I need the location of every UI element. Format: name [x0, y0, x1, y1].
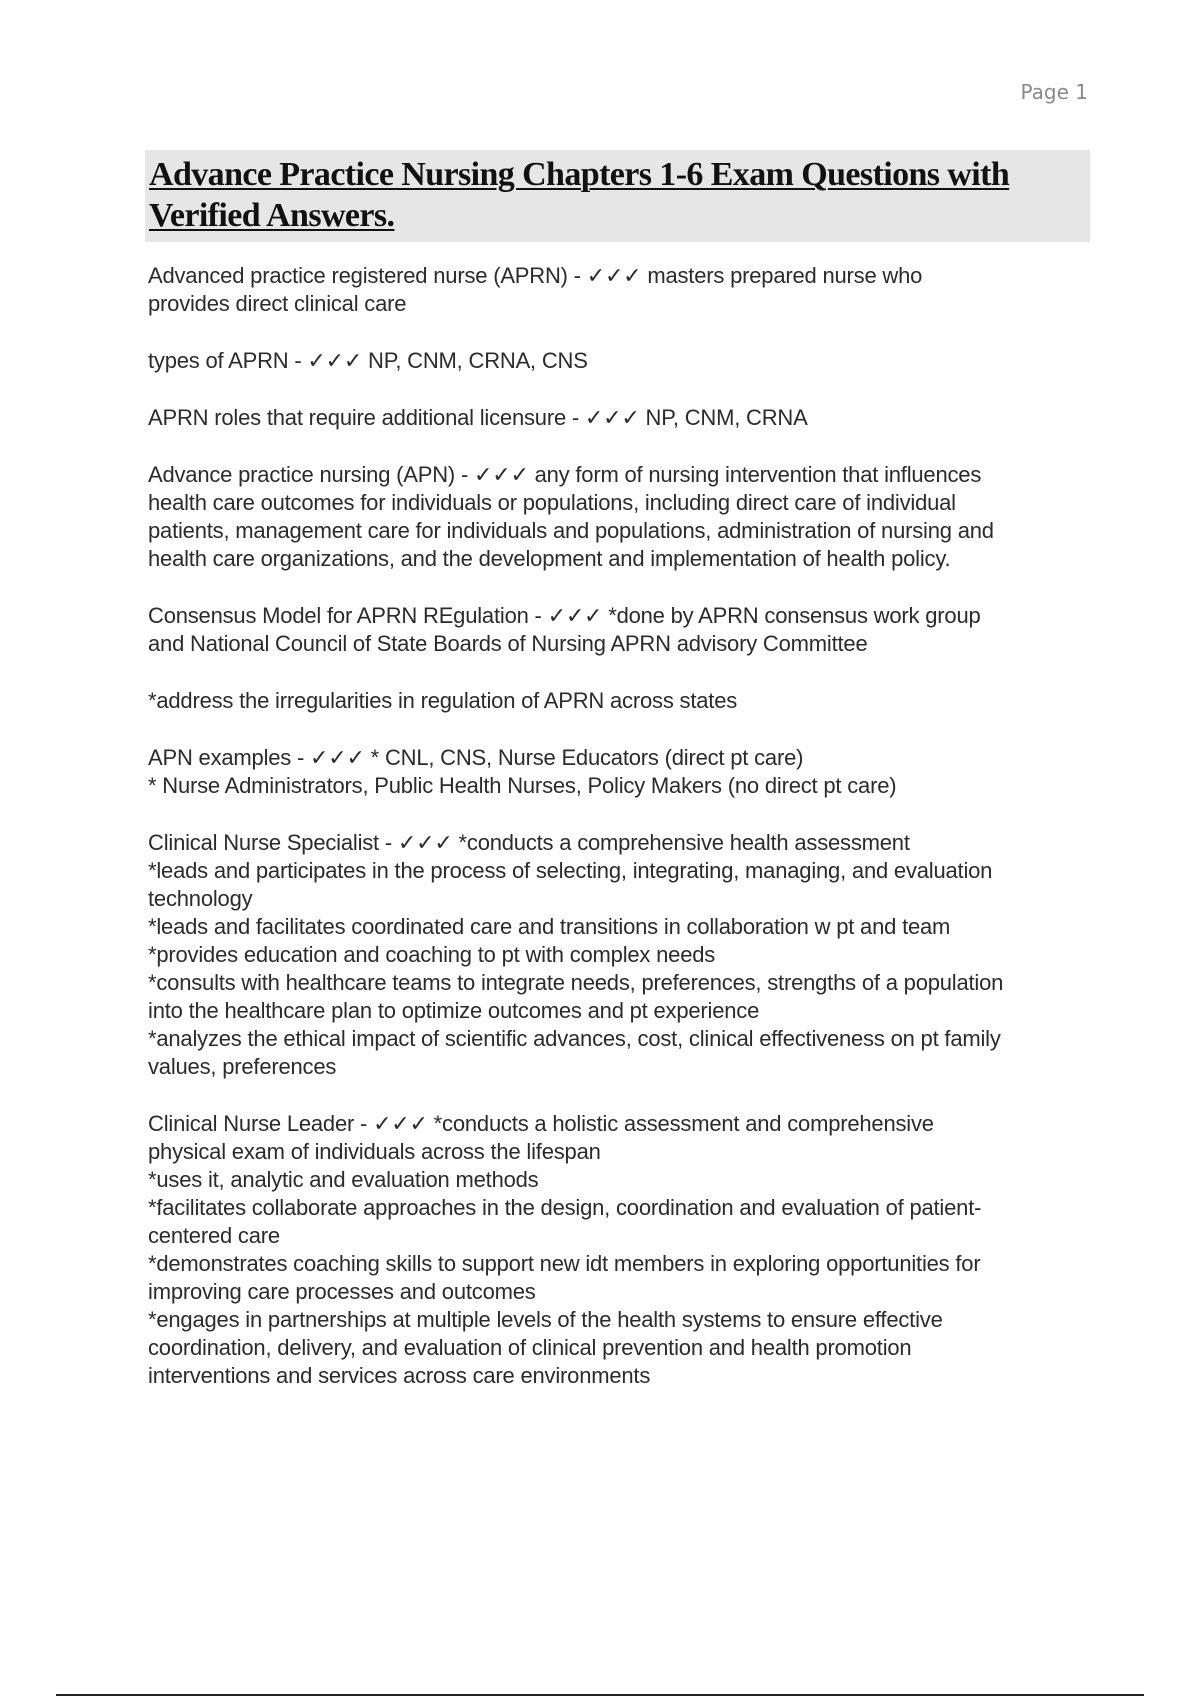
- entry-line: Advance practice nursing (APN) - ✓✓✓ any form of nursing intervention that influences: [148, 462, 982, 487]
- entry-aprn-definition: [148, 262, 1093, 318]
- entry-aprn-licensure: [148, 404, 1093, 432]
- document-title-block: [145, 150, 1090, 242]
- entry-line: Consensus Model for APRN REgulation - ✓✓✓ *done by APRN consensus work group: [148, 603, 981, 628]
- entry-line: patients, management care for individuals and populations, administration of nursing and: [148, 518, 994, 543]
- entry-line: health care organizations, and the development and implementation of health policy.: [148, 546, 951, 571]
- entry-line: coordination, delivery, and evaluation of clinical prevention and health promotion: [148, 1335, 912, 1360]
- entry-line: Clinical Nurse Specialist - ✓✓✓ *conducts a comprehensive health assessment: [148, 830, 910, 855]
- entry-line: interventions and services across care environments: [148, 1363, 651, 1388]
- entry-line: *engages in partnerships at multiple levels of the health systems to ensure effective: [148, 1307, 943, 1332]
- entry-line: *facilitates collaborate approaches in the design, coordination and evaluation of patient-: [148, 1195, 982, 1220]
- entry-line: APRN roles that require additional licensure - ✓✓✓ NP, CNM, CRNA: [148, 405, 808, 430]
- entry-line: *demonstrates coaching skills to support new idt members in exploring opportunities for: [148, 1251, 981, 1276]
- entry-line: *consults with healthcare teams to integrate needs, preferences, strengths of a population: [148, 970, 1004, 995]
- entry-apn-examples: [148, 744, 1093, 800]
- entry-aprn-types: [148, 347, 1093, 375]
- entry-line: *analyzes the ethical impact of scientific advances, cost, clinical effectiveness on pt family: [148, 1026, 1001, 1051]
- page-bottom-rule: [56, 1694, 1144, 1696]
- entry-line: *leads and participates in the process of selecting, integrating, managing, and evaluation: [148, 858, 993, 883]
- entry-line: values, preferences: [148, 1054, 337, 1079]
- entry-line: centered care: [148, 1223, 280, 1248]
- entry-line: *leads and facilitates coordinated care and transitions in collaboration w pt and team: [148, 914, 951, 939]
- entry-line: *uses it, analytic and evaluation methods: [148, 1167, 539, 1192]
- entry-line: physical exam of individuals across the lifespan: [148, 1139, 601, 1164]
- entry-consensus-model: [148, 602, 1093, 658]
- entry-line: provides direct clinical care: [148, 291, 407, 316]
- entry-line: health care outcomes for individuals or populations, including direct care of individual: [148, 490, 956, 515]
- entry-line: and National Council of State Boards of Nursing APRN advisory Committee: [148, 631, 868, 656]
- entry-line: into the healthcare plan to optimize outcomes and pt experience: [148, 998, 760, 1023]
- entry-clinical-nurse-specialist: [148, 829, 1093, 1081]
- entry-line: technology: [148, 886, 253, 911]
- entry-line: types of APRN - ✓✓✓ NP, CNM, CRNA, CNS: [148, 348, 588, 373]
- entry-consensus-note: [148, 687, 1093, 715]
- entry-line: * Nurse Administrators, Public Health Nurses, Policy Makers (no direct pt care): [148, 773, 897, 798]
- entry-line: Advanced practice registered nurse (APRN) - ✓✓✓ masters prepared nurse who: [148, 263, 923, 288]
- document-title: [149, 154, 1086, 236]
- page-number: Page 1: [1020, 80, 1088, 104]
- entry-line: Clinical Nurse Leader - ✓✓✓ *conducts a holistic assessment and comprehensive: [148, 1111, 934, 1136]
- document-title-line-1: Advance Practice Nursing Chapters 1-6 Exam Questions with: [149, 156, 1010, 193]
- entry-line: APN examples - ✓✓✓ * CNL, CNS, Nurse Educators (direct pt care): [148, 745, 804, 770]
- entry-line: *provides education and coaching to pt with complex needs: [148, 942, 716, 967]
- document-body: [148, 262, 1093, 1419]
- entry-clinical-nurse-leader: [148, 1110, 1093, 1390]
- entry-apn-definition: [148, 461, 1093, 573]
- document-title-line-2: Verified Answers.: [149, 197, 395, 234]
- entry-line: *address the irregularities in regulation of APRN across states: [148, 688, 738, 713]
- entry-line: improving care processes and outcomes: [148, 1279, 536, 1304]
